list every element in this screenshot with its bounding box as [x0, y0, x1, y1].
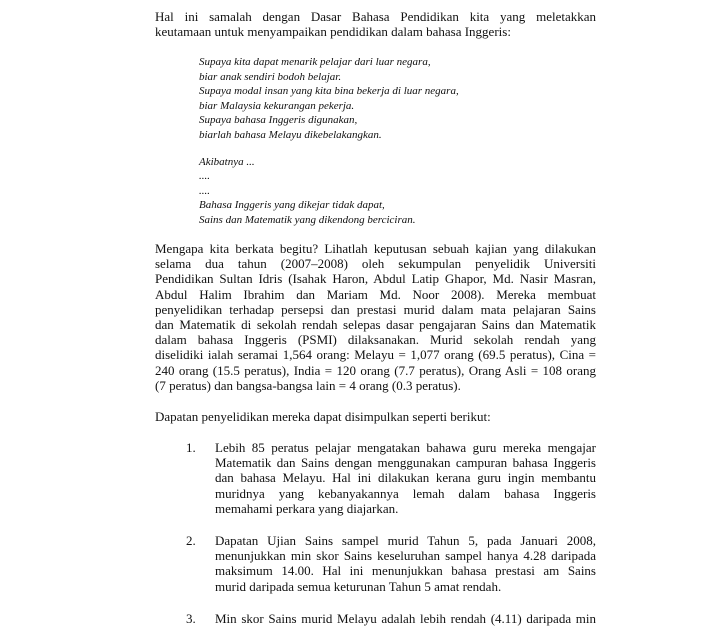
research-line: 240 orang (15.5 peratus), India = 120 orang (7.7 peratus), Orang Asli = 108 orang — [155, 362, 596, 378]
finding-line: Dapatan Ujian Sains sampel murid Tahun 5, pada Januari 2008, — [215, 533, 596, 548]
finding-line: Matematik dan Sains dengan menggunakan campuran bahasa Inggeris — [215, 455, 596, 471]
intro-line: Hal ini samalah dengan Dasar Bahasa Pendidikan kita yang meletakkan — [155, 9, 596, 24]
finding-number: 3. — [186, 611, 196, 626]
research-line: diselidiki ialah seramai 1,564 orang: Melayu = 1,077 orang (69.5 peratus), Cina = — [155, 347, 596, 363]
poem-quote — [199, 55, 459, 228]
research-line: selama dua tahun (2007–2008) oleh sekumpulan penyelidik Universiti — [155, 256, 596, 272]
poem-line: biarlah bahasa Melayu dikebelakangkan. — [199, 128, 382, 141]
finding-line: dan bahasa Melayu. Hal ini dilakukan kerana guru ingin membantu — [215, 470, 596, 486]
poem-line: Akibatnya ... — [199, 155, 255, 168]
research-line: penyelidikan terhadap persepsi dan prestasi murid dalam mata pelajaran Sains — [155, 301, 596, 317]
research-line: Pendidikan Sultan Idris (Isahak Haron, Abdul Latip Ghapor, Md. Nasir Masran, — [155, 271, 596, 287]
finding-number: 2. — [186, 533, 196, 548]
research-paragraph — [155, 241, 596, 393]
finding-text — [215, 611, 596, 626]
finding-line: muridnya yang kebanyakannya lemah dalam bahasa Inggeris — [215, 485, 596, 501]
research-line: dan Matematik di sekolah rendah selepas dasar pengajaran Sains dan Matematik — [155, 316, 596, 332]
finding-text — [215, 533, 596, 594]
finding-line: menunjukkan min skor Sains keseluruhan sampel hanya 4.28 daripada — [215, 548, 596, 564]
poem-line: Bahasa Inggeris yang dikejar tidak dapat, — [199, 199, 385, 212]
poem-line: biar Malaysia kekurangan pekerja. — [199, 99, 355, 112]
finding-line: Min skor Sains murid Melayu adalah lebih rendah (4.11) daripada min — [215, 611, 596, 626]
stanza-gap — [199, 143, 459, 155]
finding-number: 1. — [186, 440, 196, 455]
findings-intro — [155, 409, 596, 424]
finding-text — [215, 440, 596, 516]
poem-line: Supaya bahasa Inggeris digunakan, — [199, 114, 358, 127]
finding-line: memahami perkara yang diajarkan. — [215, 500, 399, 516]
poem-line: Sains dan Matematik yang dikendong berciciran. — [199, 213, 416, 226]
poem-line: .... — [199, 184, 210, 197]
finding-line: Lebih 85 peratus pelajar mengatakan bahawa guru mereka mengajar — [215, 440, 596, 455]
research-line: dalam bahasa Inggeris (PSMI) dilaksanakan. Murid sekolah rendah yang — [155, 332, 596, 348]
intro-line: keutamaan untuk menyampaikan pendidikan dalam bahasa Inggeris: — [155, 24, 511, 40]
intro-paragraph — [155, 9, 596, 39]
research-line: Mengapa kita berkata begitu? Lihatlah keputusan sebuah kajian yang dilakukan — [155, 241, 596, 256]
finding-line: maksimum 14.00. Hal ini menunjukkan bahasa prestasi am Sains — [215, 563, 596, 579]
poem-line: biar anak sendiri bodoh belajar. — [199, 70, 342, 83]
research-line: (7 peratus) dan bangsa-bangsa lain = 4 orang (0.3 peratus). — [155, 377, 461, 393]
finding-line: murid daripada semua keturunan Tahun 5 amat rendah. — [215, 578, 502, 594]
poem-line: Supaya kita dapat menarik pelajar dari luar negara, — [199, 56, 431, 68]
findings-intro-line: Dapatan penyelidikan mereka dapat disimpulkan seperti berikut: — [155, 409, 491, 424]
poem-line: .... — [199, 170, 210, 183]
poem-line: Supaya modal insan yang kita bina bekerja di luar negara, — [199, 85, 459, 98]
research-line: Abdul Halim Ibrahim dan Mariam Md. Noor 2008). Mereka membuat — [155, 286, 596, 302]
